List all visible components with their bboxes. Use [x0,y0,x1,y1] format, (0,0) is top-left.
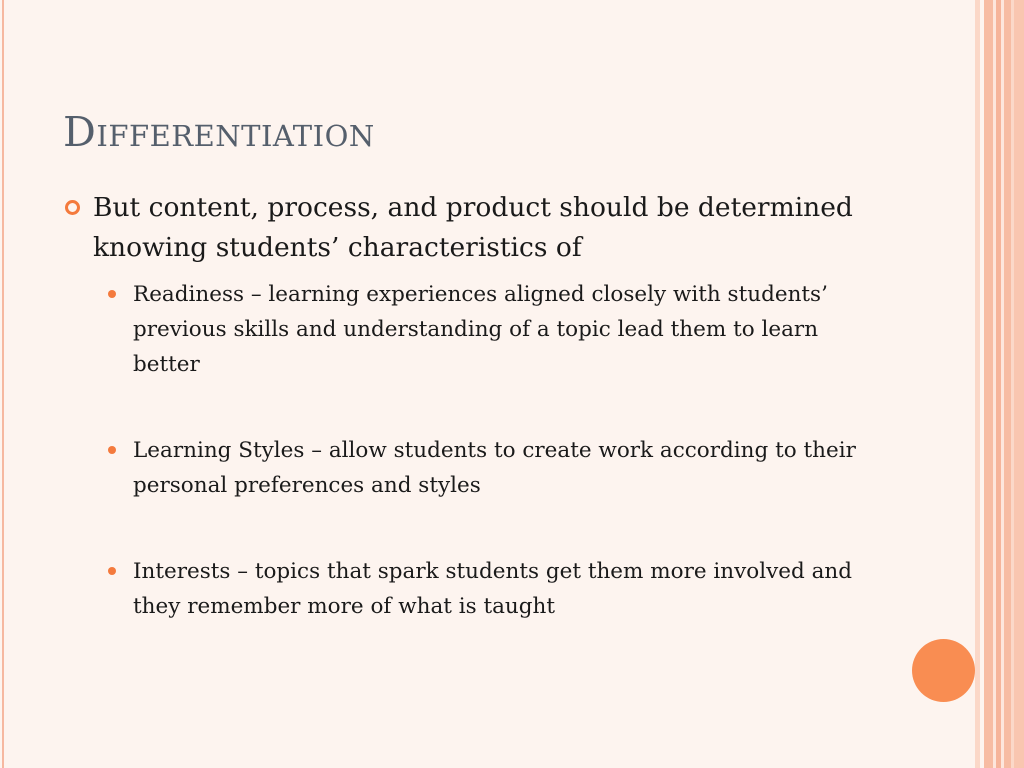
subbullet-item [133,554,890,624]
decorative-circle [912,639,975,702]
dot-bullet-icon [108,446,116,454]
ring-bullet-icon [65,200,80,215]
stripe [1014,0,1024,768]
subbullet-text: Interests – topics that spark students get them more involved and they remember more of what is taught [133,559,853,619]
slide-content [60,188,890,624]
subbullet-text: Learning Styles – allow students to create work according to their personal preferences and styles [133,438,856,498]
slide-title: Differentiation [63,108,375,156]
stripe [984,0,993,768]
subbullet-text: Readiness – learning experiences aligned closely with students’ previous skills and understanding of a topic lead them to learn better [133,282,828,377]
bullet-item [60,188,890,268]
stripe [1004,0,1011,768]
bullet-text: But content, process, and product should be determined knowing students’ characteristics of [93,192,853,263]
left-border-line [2,0,4,768]
dot-bullet-icon [108,290,116,298]
subbullet-item [133,433,890,503]
dot-bullet-icon [108,567,116,575]
subbullet-item [133,277,890,382]
